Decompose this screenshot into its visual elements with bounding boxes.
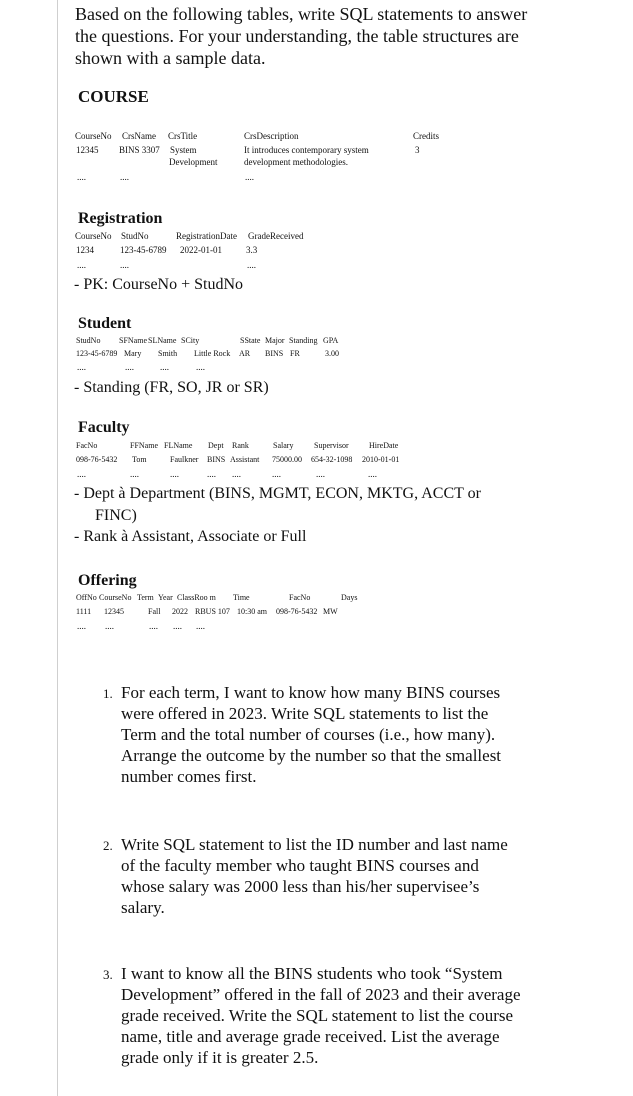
course-header-crstitle: CrsTitle xyxy=(168,131,198,141)
question-text xyxy=(121,834,508,918)
offering-cell-year: 2022 xyxy=(172,607,188,616)
offering-header-classroom: ClassRoo m xyxy=(177,593,216,602)
student-cell-slname: Smith xyxy=(158,349,178,358)
question-line: were offered in 2023. Write SQL statements to list the xyxy=(121,704,489,723)
ellipsis: .... xyxy=(77,621,86,631)
ellipsis: .... xyxy=(130,469,139,479)
registration-header-gradereceived: GradeReceived xyxy=(248,231,304,241)
offering-header-facno: FacNo xyxy=(289,593,311,602)
ellipsis: .... xyxy=(207,469,216,479)
registration-header-registrationdate: RegistrationDate xyxy=(176,231,237,241)
offering-cell-facno: 098-76-5432 xyxy=(276,607,318,616)
offering-header-year: Year xyxy=(158,593,173,602)
faculty-header-salary: Salary xyxy=(273,441,294,450)
bullet: - xyxy=(74,379,80,396)
faculty-cell-dept: BINS xyxy=(207,455,226,464)
question-line: Development” offered in the fall of 2023 and their average xyxy=(121,985,521,1004)
faculty-rank-note xyxy=(74,527,306,547)
note-text: Rank à Assistant, Associate or Full xyxy=(83,528,307,545)
faculty-cell-rank: Assistant xyxy=(230,455,260,464)
student-header-slname: SLName xyxy=(148,336,177,345)
ellipsis: .... xyxy=(160,362,169,372)
course-header-credits: Credits xyxy=(413,131,439,141)
ellipsis: .... xyxy=(120,260,129,270)
ellipsis: .... xyxy=(77,469,86,479)
faculty-header-hiredate: HireDate xyxy=(369,441,399,450)
faculty-dept-note-cont: FINC) xyxy=(95,507,137,524)
offering-title: Offering xyxy=(78,572,137,589)
question-number: 1. xyxy=(103,686,113,701)
ellipsis: .... xyxy=(149,621,158,631)
course-cell-crsname: BINS 3307 xyxy=(119,145,160,155)
faculty-title: Faculty xyxy=(78,419,130,436)
ellipsis: .... xyxy=(105,621,114,631)
registration-cell-courseno: 1234 xyxy=(76,245,94,255)
course-cell-credits: 3 xyxy=(415,145,420,155)
ellipsis: .... xyxy=(196,621,205,631)
student-cell-scity: Little Rock xyxy=(194,349,231,358)
course-cell-crstitle: Development xyxy=(169,157,218,167)
question-line: grade only if it is greater 2.5. xyxy=(121,1048,319,1067)
faculty-cell-facno: 098-76-5432 xyxy=(76,455,118,464)
question-number: 3. xyxy=(103,967,113,982)
ellipsis: .... xyxy=(125,362,134,372)
intro-line: Based on the following tables, write SQL statements to answer xyxy=(75,4,528,24)
course-cell-description: It introduces contemporary system xyxy=(244,145,369,155)
course-title: COURSE xyxy=(78,87,149,106)
bullet: - xyxy=(74,276,80,293)
course-header-courseno: CourseNo xyxy=(75,131,112,141)
faculty-dept-note xyxy=(74,484,481,504)
bullet: - xyxy=(74,485,80,502)
registration-title: Registration xyxy=(78,210,163,227)
student-cell-gpa: 3.00 xyxy=(325,349,339,358)
registration-header-studno: StudNo xyxy=(121,231,149,241)
ellipsis: .... xyxy=(368,469,377,479)
ellipsis: .... xyxy=(316,469,325,479)
ellipsis: .... xyxy=(77,362,86,372)
question-line: whose salary was 2000 less than his/her supervisee’s xyxy=(121,877,480,896)
question-line: salary. xyxy=(121,898,165,917)
student-standing-note xyxy=(74,378,269,398)
note-text: Standing (FR, SO, JR or SR) xyxy=(83,379,269,396)
student-header-sfname: SFName xyxy=(119,336,147,345)
ellipsis: .... xyxy=(232,469,241,479)
faculty-cell-hiredate: 2010-01-01 xyxy=(362,455,400,464)
faculty-cell-supervisor: 654-32-1098 xyxy=(311,455,353,464)
faculty-cell-ffname: Tom xyxy=(132,455,147,464)
ellipsis: .... xyxy=(272,469,281,479)
offering-cell-term: Fall xyxy=(148,607,161,616)
faculty-cell-flname: Faulkner xyxy=(170,455,199,464)
registration-cell-gradereceived: 3.3 xyxy=(246,245,258,255)
course-cell-courseno: 12345 xyxy=(76,145,99,155)
faculty-header-supervisor: Supervisor xyxy=(314,441,349,450)
student-header-studno: StudNo xyxy=(76,336,101,345)
faculty-header-flname: FLName xyxy=(164,441,193,450)
student-cell-major: BINS xyxy=(265,349,284,358)
offering-cell-days: MW xyxy=(323,607,338,616)
ellipsis: .... xyxy=(245,172,254,182)
faculty-header-ffname: FFName xyxy=(130,441,158,450)
offering-cell-classroom: RBUS 107 xyxy=(195,607,230,616)
student-cell-sstate: AR xyxy=(239,349,251,358)
student-cell-sfname: Mary xyxy=(124,349,142,358)
course-cell-crstitle: System xyxy=(170,145,197,155)
registration-header-courseno: CourseNo xyxy=(75,231,112,241)
course-header-crsname: CrsName xyxy=(122,131,156,141)
student-header-gpa: GPA xyxy=(323,336,339,345)
course-header-crsdescription: CrsDescription xyxy=(244,131,299,141)
ellipsis: .... xyxy=(196,362,205,372)
question-text xyxy=(121,682,501,787)
registration-cell-registrationdate: 2022-01-01 xyxy=(180,245,222,255)
offering-header-days: Days xyxy=(341,593,358,602)
ellipsis: .... xyxy=(77,172,86,182)
offering-cell-time: 10:30 am xyxy=(237,607,267,616)
ellipsis: .... xyxy=(247,260,256,270)
registration-cell-studno: 123-45-6789 xyxy=(120,245,167,255)
question-line: For each term, I want to know how many BINS courses xyxy=(121,683,501,702)
ellipsis: .... xyxy=(120,172,129,182)
student-cell-studno: 123-45-6789 xyxy=(76,349,118,358)
question-line: number comes first. xyxy=(121,767,257,786)
student-cell-standing: FR xyxy=(290,349,300,358)
student-header-sstate: SState xyxy=(240,336,261,345)
faculty-header-rank: Rank xyxy=(232,441,249,450)
student-header-major: Major xyxy=(265,336,285,345)
registration-pk-note xyxy=(74,275,243,295)
note-text: Dept à Department (BINS, MGMT, ECON, MKTG, ACCT or xyxy=(83,485,481,502)
faculty-header-facno: FacNo xyxy=(76,441,98,450)
ellipsis: .... xyxy=(170,469,179,479)
offering-cell-courseno: 12345 xyxy=(104,607,124,616)
note-text: PK: CourseNo + StudNo xyxy=(83,276,244,293)
question-line: Arrange the outcome by the number so that the smallest xyxy=(121,746,502,765)
question-line: name, title and average grade received. List the average xyxy=(121,1027,500,1046)
intro-line: the questions. For your understanding, the table structures are xyxy=(75,26,519,46)
student-title: Student xyxy=(78,315,132,332)
ellipsis: .... xyxy=(77,260,86,270)
question-line: Write SQL statement to list the ID number and last name xyxy=(121,835,508,854)
ellipsis: .... xyxy=(173,621,182,631)
intro-line: shown with a sample data. xyxy=(75,48,266,68)
offering-cell-offno: 1111 xyxy=(76,607,92,616)
student-header-scity: SCity xyxy=(181,336,200,345)
offering-header-offno: OffNo xyxy=(76,593,97,602)
student-header-standing: Standing xyxy=(289,336,318,345)
intro-paragraph xyxy=(75,3,575,69)
offering-header-time: Time xyxy=(233,593,250,602)
question-line: grade received. Write the SQL statement to list the course xyxy=(121,1006,514,1025)
question-line: I want to know all the BINS students who took “System xyxy=(121,964,503,983)
question-line: Term and the total number of courses (i.e., how many). xyxy=(121,725,496,744)
offering-header-term: Term xyxy=(137,593,154,602)
question-text xyxy=(121,963,521,1068)
faculty-cell-salary: 75000.00 xyxy=(272,455,302,464)
offering-header-courseno: CourseNo xyxy=(99,593,132,602)
question-line: of the faculty member who taught BINS courses and xyxy=(121,856,479,875)
question-number: 2. xyxy=(103,838,113,853)
faculty-header-dept: Dept xyxy=(208,441,224,450)
bullet: - xyxy=(74,528,80,545)
course-cell-description: development methodologies. xyxy=(244,157,348,167)
